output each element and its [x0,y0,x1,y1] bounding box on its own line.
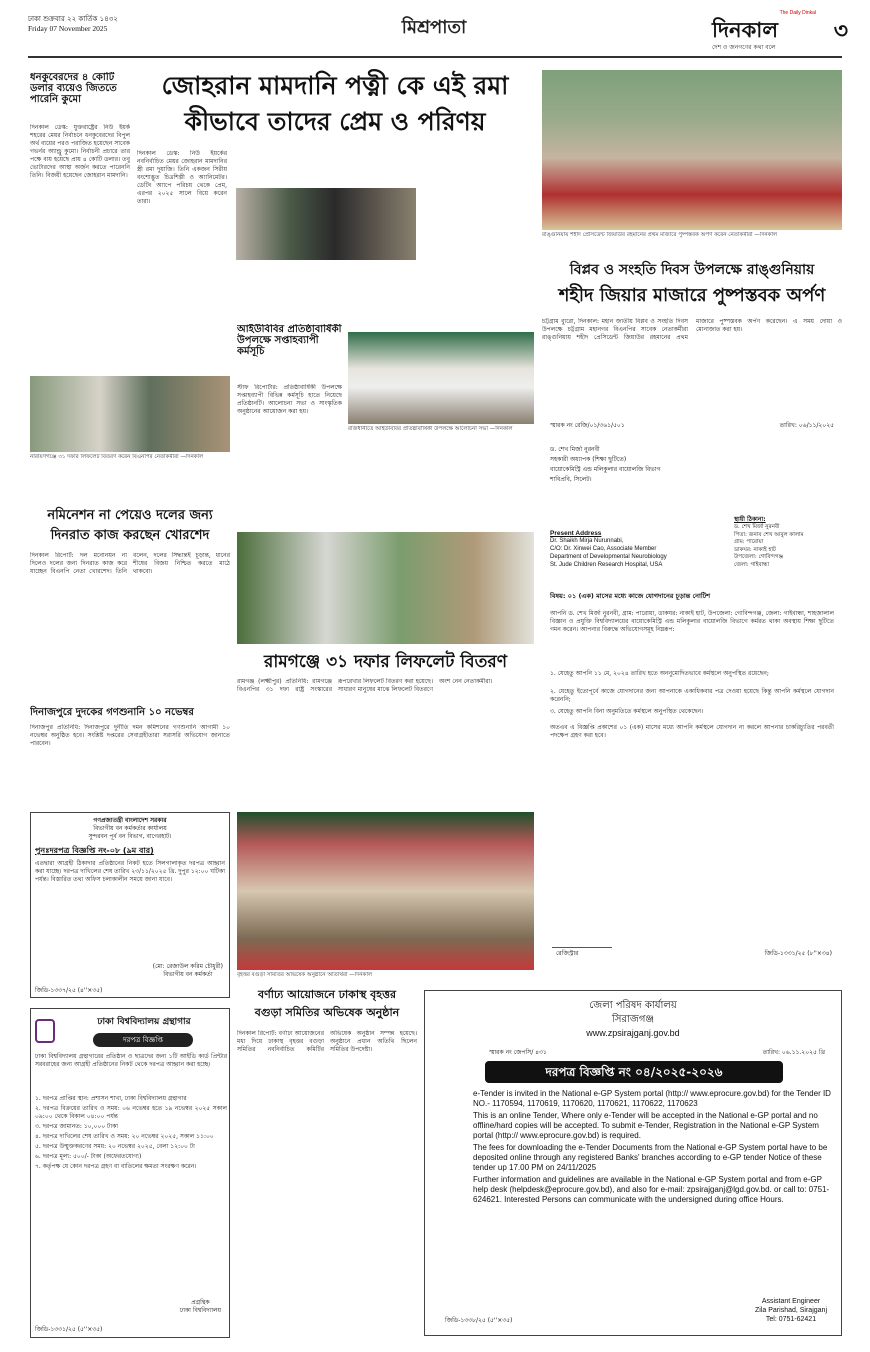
bogura-headline [237,986,417,1026]
lab-memo: স্মারক নং রেজি/০১/৩৬১/৫০১ [550,422,625,429]
lab-addr-dept: বায়োকেমিস্ট্রি এন্ড মলিকুলার বায়োলজি বিভাগ [550,466,661,473]
zp-line: Further information and guidelines are available in the National e-GP System portal and from e-GP help desk (helpdesk@eprocure.gov.bd), and also for e-mail: zpsirajganj@lgd.gov.bd. or call to: 0751-624621. Interested Persons can communicate with the undersigned during office Hours. [473,1175,830,1204]
masthead-logo: দিনকাল [712,18,779,42]
zp-date: তারিখ: ০৬.১১.২০২৫ খ্রি [762,1049,825,1056]
zp-signer: Assistant Engineer [761,1298,821,1305]
psb-gov: গণপ্রজাতন্ত্রী বাংলাদেশ সরকার [93,817,167,824]
nomination-headline-line1: নমিনেশন না পেয়েও দলের জন্য [47,508,213,523]
mamdani-body-continued [236,265,416,320]
zp-office: জেলা পরিষদ কার্যালয় [589,1000,677,1011]
page-number: ৩ [833,19,848,44]
kumo-body: দিনকাল ডেস্ক: যুক্তরাষ্ট্রের নিউ ইয়র্ক শহরের মেয়র নির্বাচনে ধনকুবেরদের বিপুল অর্থ ব্যয়ের পরও পরাজিত হয়েছেন সাবেক গভর্নর অ্যান্ড্রু কুমো। নির্বাচনী প্রচারে তার পক্ষে ব্যয় হয়েছে প্রায় ৪ কোটি ডলার। তবু ভোটারদের আস্থা অর্জন করতে পারেননি তিনি। বিজয়ী হয়েছেন জোহরান মামদানি। [30,124,130,179]
lab-perm-line: গ্রাম: পারোয়া [734,539,764,545]
du-ref: জিডি-১৩৩১/২৫ (৫''×৩৫) [35,1326,103,1333]
du-items [35,1095,227,1173]
lab-ref: জিডি-১৩৩১/২৫ (৮''×৩৪) [764,950,832,957]
psb-office: বিভাগীয় বন কর্মকর্তার কার্যালয় [93,825,167,832]
dinajpur-body: দিনাজপুর প্রতিনিধি: দিনাজপুরে দুর্নীতি দমন কমিশনের গণশুনানি আগামী ১০ নভেম্বর অনুষ্ঠিত হবে। সংশ্লিষ্ট দপ্তরের সেবাগ্রহীতারা সরাসরি অভিযোগ জানাতে পারবেন। [30,724,230,747]
du-logo-icon [35,1019,55,1043]
psb-ref: জিডি-১৩৩৭/২৫ (৪''×৩৫) [35,987,103,994]
ngo-headline: আইউবিবির প্রতিষ্ঠাবার্ষিকী উপলক্ষে সপ্তাহব্যাপী কর্মসূচি [237,324,342,358]
zp-district: সিরাজগঞ্জ [612,1014,654,1025]
bogura-body: দিনকাল রিপোর্ট: বর্ণাঢ্য আয়োজনের মধ্য দিয়ে ঢাকাস্থ বৃহত্তর বগুড়া সমিতির নবনির্বাচিত কমিটির অভিষেক অনুষ্ঠান সম্পন্ন হয়েছে। অনুষ্ঠানে প্রধান অতিথি ছিলেন সমিতির উপদেষ্টা। [237,1030,417,1053]
mazar-headline-line1: বিপ্লব ও সংহতি দিবস উপলক্ষে রাঙ্গুনিয়ায় [569,262,815,278]
du-body: ঢাকা বিশ্ববিদ্যালয় গ্রন্থাগারের প্রতিষ্ঠান ও ছাত্রদের জন্য ১টি আইডি কার্ড প্রিন্টার সরবরাহের জন্য আগ্রহী প্রতিষ্ঠানের নিকট থেকে দরপত্র আহ্বান করা হচ্ছে। [35,1053,227,1068]
lab-point-3: ৩. যেহেতু আপনি বিনা অনুমতিতে কর্মস্থলে অনুপস্থিত থেকেছেন। [550,708,704,715]
nomination-headline [30,506,230,550]
lab-date: তারিখ: ০৬/১১/২০২৫ [779,422,834,429]
psb-signer-block [153,963,223,979]
mamdani-headline-line1: জোহরান মামদানি পত্নী কে এই রমা [161,71,509,100]
du-item: ৪. দরপত্র দাখিলের শেষ তারিখ ও সময়: ২০ নভেম্বর ২০২৫, সকাল ১১:০০ [35,1133,214,1140]
mazar-headline [542,258,842,314]
header-date-block [28,14,188,44]
mazar-photo [542,70,842,230]
mamdani-headline [136,68,534,148]
lab-body: আপনি ড. শেখ মির্জা নুরনবী, গ্রাম: পারোয়া, ডাকঘর: নাকাই হাট, উপজেলা: গোবিন্দগঞ্জ, জেলা: গাইবান্ধা, শাহজালাল বিজ্ঞান ও প্রযুক্তি বিশ্ববিদ্যালয়ের বায়োকেমিস্ট্রি এন্ড মলিকুলার বায়োলজি বিভাগে কর্মরত থাকা অবস্থায় শিক্ষা ছুটিতে গমন করেন। আপনার বিরুদ্ধে অভিযোগসমূহ নিম্নরূপ: [550,610,834,633]
mazar-photo-caption: রাঙ্গুনিয়ায় শহীদ প্রেসিডেন্ট জিয়াউর রহমানের প্রথম মাজারে পুষ্পস্তবক অর্পণ করেন নেতাকর্মীরা —দিনকাল [542,232,778,238]
zp-title: দরপত্র বিজ্ঞপ্তি নং ০৪/২০২৫-২০২৬ [485,1061,783,1083]
du-signer: প্রগ্রন্থিক [191,1299,210,1306]
mazar-headline-line2: শহীদ জিয়ার মাজারে পুষ্পস্তবক অর্পণ [558,285,826,306]
psb-notice [30,812,230,998]
zp-line: e-Tender is invited in the National e-GP System portal (http:// www.eprocure.gov.bd) for the Tender ID NO.- 1170594, 1170619, 1170620, 1170621, 1170622, 1170623 [473,1089,831,1108]
narayanganj-photo [30,376,230,452]
du-item: ২. দরপত্র বিক্রয়ের তারিখ ও সময়: ০৬ নভেম্বর হতে ১৯ নভেম্বর ২০২৫ সকাল ০৯:০০ থেকে বিকাল ০৪:০০ পর্যন্ত [35,1105,227,1120]
masthead-tag: The Daily Dinkal [779,10,816,16]
bogura-photo [237,812,534,970]
du-notice [30,1008,230,1338]
du-item: ৭. কর্তৃপক্ষ যে কোন দরপত্র গ্রহণ বা বাতিলের ক্ষমতা সংরক্ষণ করেন। [35,1163,197,1170]
mamdani-body: দিনকাল ডেস্ক: নিউ ইয়র্কের নবনির্বাচিত মেয়র জোহরান মামদানির স্ত্রী রমা দুয়াজি। তিনি একজন সিরীয় বংশোদ্ভূত চিত্রশিল্পী ও অ্যানিমেটর। ডেটিং অ্যাপে পরিচয় থেকে প্রেম, এরপর ২০২৫ সালে বিয়ে করেন তারা। [137,150,227,205]
lab-notice [542,420,842,978]
zp-notice [424,990,842,1336]
du-title: ঢাকা বিশ্ববিদ্যালয় গ্রন্থাগার [97,1017,191,1027]
zp-lines [473,1089,833,1205]
lab-addr-line: সহকারী অধ্যাপক (শিক্ষা ছুটিতে) [550,456,627,463]
leaflet-photo [237,532,534,644]
lab-present-line: St. Jude Children Research Hospital, USA [550,562,663,568]
mamdani-couple-photo [236,188,416,260]
lab-addr-org: শাবিপ্রবি, সিলেট। [550,476,592,483]
mamdani-headline-line2: কীভাবে তাদের প্রেম ও পরিণয় [184,107,486,136]
leaflet-body: রামগঞ্জ (লক্ষ্মীপুর) প্রতিনিধি: রামগঞ্জে বিএনপির ৩১ দফা রাষ্ট্র সংস্কারের রূপরেখার লিফলেট বিতরণ করা হয়েছে। সাধারণ মানুষের মাঝে লিফলেট বিতরণে অংশ নেন নেতাকর্মীরা। [237,678,493,693]
zp-signer-org: Zila Parishad, Sirajganj [755,1307,827,1314]
ngo-photo [348,332,534,424]
du-item: ১. দরপত্র প্রাপ্তির স্থান: প্রশাসন শাখা, ঢাকা বিশ্ববিদ্যালয় গ্রন্থাগার [35,1095,187,1102]
psb-signer-title: বিভাগীয় বন কর্মকর্তা [163,971,213,978]
lab-present-title: Present Address [550,530,602,537]
du-item: ৩. দরপত্র জামানত: ১০,০০০ টাকা [35,1123,119,1130]
psb-body: এতদ্বারা আগ্রহী ঠিকাদার প্রতিষ্ঠানের নিকট হতে সিলগালাকৃত দরপত্র আহ্বান করা যাচ্ছে। দরপত্র দাখিলের শেষ তারিখ ২৩/১১/২০২৫ খ্রি. দুপুর ১২:০০ ঘটিকা পর্যন্ত। বিস্তারিত তথ্য অফিস চলাকালীন সময়ে জানা যাবে। [35,860,225,883]
dinajpur-headline: দিনাজপুরে দুদকের গণশুনানি ১০ নভেম্বর [30,707,194,718]
lab-point-1: ১. যেহেতু আপনি ১১ মে, ২০২৪ তারিখ হতে অননুমোদিতভাবে কর্মস্থলে অনুপস্থিত রয়েছেন; [550,670,769,677]
zp-memo: স্মারক নং জেপসি/ ৪৩১ [489,1049,547,1056]
leaflet-headline: রামগঞ্জে ৩১ দফার লিফলেট বিতরণ [263,652,508,672]
mazar-body: চট্টগ্রাম ব্যুরো, দিনকাল: মহান জাতীয় বিপ্লব ও সংহতি দিবস উপলক্ষে চট্টগ্রাম মহানগর বিএনপির সাবেক নেতাকর্মীরা রাঙ্গুনিয়ায় শহীদ প্রেসিডেন্ট জিয়াউর রহমানের প্রথম মাজারে পুষ্পস্তবক অর্পণ করেছেন। এ সময় দোয়া ও মোনাজাত করা হয়। [542,318,842,341]
bogura-headline-line1: বর্ণাঢ্য আয়োজনে ঢাকাস্থ বৃহত্তর [257,988,396,1001]
date-bengali: ঢাকা শুক্রবার ২২ কার্তিক ১৪৩২ [28,15,118,23]
masthead [700,10,850,54]
lab-signer: রেজিস্ট্রার [556,950,579,957]
zp-ref: জিডি-১৩৩৮/২৫ (৫''×৩৫) [445,1317,513,1324]
du-signer-org: ঢাকা বিশ্ববিদ্যালয় [179,1307,221,1314]
lab-perm-title: স্থায়ী ঠিকানা: [734,516,766,523]
narayanganj-caption: নারায়ণগঞ্জে ৩১ দফার লিফলেট বিতরণ করেন বিএনপির নেতাকর্মীরা —দিনকাল [30,454,204,460]
section-title: মিশ্রপাতা [401,17,467,38]
masthead-tagline: দেশ ও জনগণের কথা বলে [712,44,776,51]
lab-point-2: ২. যেহেতু ইতোপূর্বে কাজে যোগদানের জন্য আপনাকে একাধিকবার পত্র দেওয়া হয়েছে কিন্তু আপনি কর্মস্থলে যোগদান করেননি; [550,688,834,703]
psb-division: সুন্দরবন পূর্ব বন বিভাগ, বাগেরহাট। [88,833,172,840]
psb-signer: (মো: রেজাউল করিম চৌধুরী) [152,963,223,970]
nomination-headline-line2: দিনরাত কাজ করছেন খোরশেদ [50,528,210,543]
lab-perm-line: ড. শেখ মির্জা নুরনবী [734,524,780,530]
zp-signer-block [755,1297,827,1324]
kumo-headline: ধনকুবেরদের ৪ কোটি ডলার ব্যয়েও জিততে পারেনি কুমো [30,72,117,106]
ngo-body: স্টাফ রিপোর্টার: প্রতিষ্ঠাবার্ষিকী উপলক্ষে সপ্তাহব্যাপী বিভিন্ন কর্মসূচি হাতে নিয়েছে প্রতিষ্ঠানটি। আলোচনা সভা ও সাংস্কৃতিক অনুষ্ঠানের আয়োজন করা হয়। [237,384,342,415]
lab-signature [552,928,612,948]
bogura-headline-line2: বগুড়া সমিতির অভিষেক অনুষ্ঠান [254,1006,400,1019]
lab-present-line: Department of Developmental Neurobiology [550,554,667,560]
lab-perm-line: জেলা: গাইবান্ধা [734,561,770,568]
du-item: ৬. দরপত্র মূল্য: ৫০০/- টাকা (অফেরতযোগ্য) [35,1153,142,1160]
nomination-body: দিনকাল রিপোর্ট: দল মনোনয়ন না দিলেও দলের জন্য দিনরাত কাজ করে যাচ্ছেন বিএনপি নেতা খোরশেদ। তিনি বলেন, দলের সিদ্ধান্তই চূড়ান্ত, ধানের শীষের বিজয় নিশ্চিত করতে মাঠে থাকবো। [30,552,230,575]
lab-present-line: C/O: Dr. Xinwei Cao, Associate Member [550,546,657,552]
lab-addr-name: ড. শেখ মির্জা নুরনবী [550,446,600,453]
zp-web: www.zpsirajganj.gov.bd [586,1028,680,1038]
zp-line: The fees for downloading the e-Tender Documents from the National e-GP System portal have to be deposited online through any registered Banks' branches according to e-GP tender Notice of these tender up 17.00 PM on 24/11/2025 [473,1143,828,1172]
date-english: Friday 07 November 2025 [28,24,108,33]
lab-closing: অতএব এ বিজ্ঞপ্তি প্রকাশের ০১ (এক) মাসের মধ্যে আপনি কর্মস্থলে যোগদান না করলে আপনার চাকরিচ্যুতির পরবর্তী পদক্ষেপ গ্রহণ করা হবে। [550,724,834,739]
lab-subject: বিষয়: ০১ (এক) মাসের মধ্যে কাজে যোগদানের চূড়ান্ত নোটিশ [550,592,711,600]
lab-present-line: Dr. Shaikh Mirja Nurunnabi, [550,538,624,544]
du-item: ৫. দরপত্র উন্মুক্তকরণের সময়: ২০ নভেম্বর ২০২৫, বেলা ১২:০০ টা [35,1143,195,1150]
lab-perm-line: পিতা: জনাব শেখ আবুল কালাম [734,531,804,538]
lab-perm-line: উপজেলা: গোবিন্দগঞ্জ [734,554,784,560]
header-rule [28,56,842,58]
lab-permanent-address [734,516,838,569]
bogura-caption: বৃহত্তর বগুড়া সমিতির অভিষেক অনুষ্ঠানে অতিথিরা —দিনকাল [237,972,373,978]
lab-perm-line: ডাকঘর: নাকাই হাট [734,546,776,553]
lab-present-address [550,530,720,569]
zp-tel: Tel: 0751-62421 [765,1316,817,1323]
psb-title: পুনঃদরপত্র বিজ্ঞপ্তি নং-০৮ (৯ম বার) [35,846,154,855]
ngo-caption: রাজধানীতে আইউবিবির প্রতিষ্ঠাবার্ষিকী উপলক্ষে আলোচনা সভা —দিনকাল [348,426,513,432]
du-signer-block [180,1299,221,1315]
zp-line: This is an online Tender, Where only e-Tender will be accepted in the National e-GP portal and no offline/hard copies will be accepted. To submit e-Tender, Registration in the National e-GP System portal (http:// www.eprocure.gov.bd) is required. [473,1111,819,1140]
du-badge: দরপত্র বিজ্ঞপ্তি [93,1033,193,1047]
